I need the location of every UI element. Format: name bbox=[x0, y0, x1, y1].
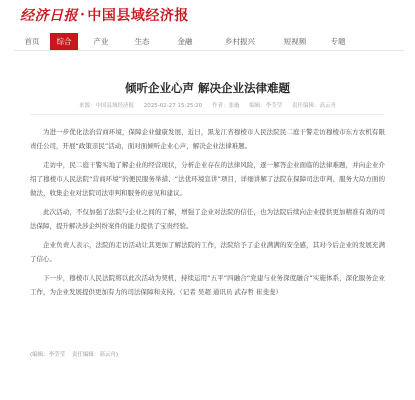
article-paragraph: 下一步，穆棱市人民法院将以此次活动为契机，持续运用“五平”四融合“党建与业务深度融合”实施体系，深化服务企业工作，为企业发展提供更加有力的司法保障和支持。（记者 吴超 通讯员 武存哲 崔斐斐） bbox=[30, 274, 385, 296]
nav-item-short-video[interactable]: 短视频 bbox=[283, 37, 307, 46]
nav-item-industry[interactable]: 产业 bbox=[93, 37, 109, 46]
nav-item-rural-revitalization[interactable]: 乡村振兴 bbox=[225, 37, 255, 46]
footer-reviewer: 责任编辑：高云舟) bbox=[71, 352, 119, 358]
article-datetime: 2025-02-27 15:25:20 bbox=[143, 103, 203, 109]
article-reviewer: 责任编辑：高云舟 bbox=[291, 103, 336, 109]
article-footer-editors bbox=[30, 350, 123, 358]
article-editor: 编辑：李莹莹 bbox=[249, 103, 283, 109]
nav-divider bbox=[14, 50, 404, 51]
nav-item-general[interactable]: 综合 bbox=[50, 33, 78, 50]
nav-item-finance[interactable]: 金融 bbox=[177, 37, 193, 46]
logo-brand: 经济日报 bbox=[20, 8, 78, 24]
article-paragraph: 走访中，民二庭干警实地了解企业的经营现状，分析企业存在的法律风险，逐一解答企业面临的法律难题，并向企业介绍了穆棱市人民法院“营商环境”的便民服务举措、“法优环境宣讲”项目，详细讲解了法院在保障司法审判、服务大局方面的做法，收集企业对法院司法审判和服务的意见和建议。 bbox=[30, 161, 385, 197]
meta-divider bbox=[30, 114, 385, 115]
article-author: 作者：张璇 bbox=[211, 103, 240, 109]
article-meta bbox=[0, 101, 415, 109]
nav-item-home[interactable]: 首页 bbox=[24, 37, 40, 46]
logo-channel: 中国县域经济报 bbox=[87, 8, 189, 24]
article-title: 倾听企业心声 解决企业法律难题 bbox=[124, 81, 290, 95]
main-nav bbox=[14, 33, 404, 50]
article-source: 来源：中国县域经济报 bbox=[79, 103, 135, 109]
nav-item-ecology[interactable]: 生态 bbox=[134, 37, 150, 46]
nav-item-special-topic[interactable]: 专题 bbox=[330, 37, 346, 46]
site-header bbox=[0, 0, 415, 30]
article-paragraph: 此次活动，不仅加强了法院与企业之间的了解，增强了企业对法院的信任，也为法院后续向企业提供更加精准有效的司法保障，提升解决涉企纠纷案件的能力提供了宝贵经验。 bbox=[30, 208, 385, 230]
article-paragraph: 企业负责人表示，法院的走访活动让其更加了解法院的工作，法院给予了企业满满的安全感，其对今后企业的发展充满了信心。 bbox=[30, 241, 385, 263]
footer-editor: (编辑：李莹莹 bbox=[30, 352, 66, 358]
site-logo[interactable] bbox=[20, 5, 189, 25]
article-body bbox=[30, 125, 385, 304]
article-paragraph: 为进一步优化法治营商环境，保障企业健康发展，近日，黑龙江省穆棱市人民法院民二庭干警走访穆棱市东方农机有限责任公司，开展“政策亲民”活动，面对面倾听企业心声，解决企业法律难题。 bbox=[30, 128, 385, 150]
logo-separator: · bbox=[80, 7, 86, 23]
